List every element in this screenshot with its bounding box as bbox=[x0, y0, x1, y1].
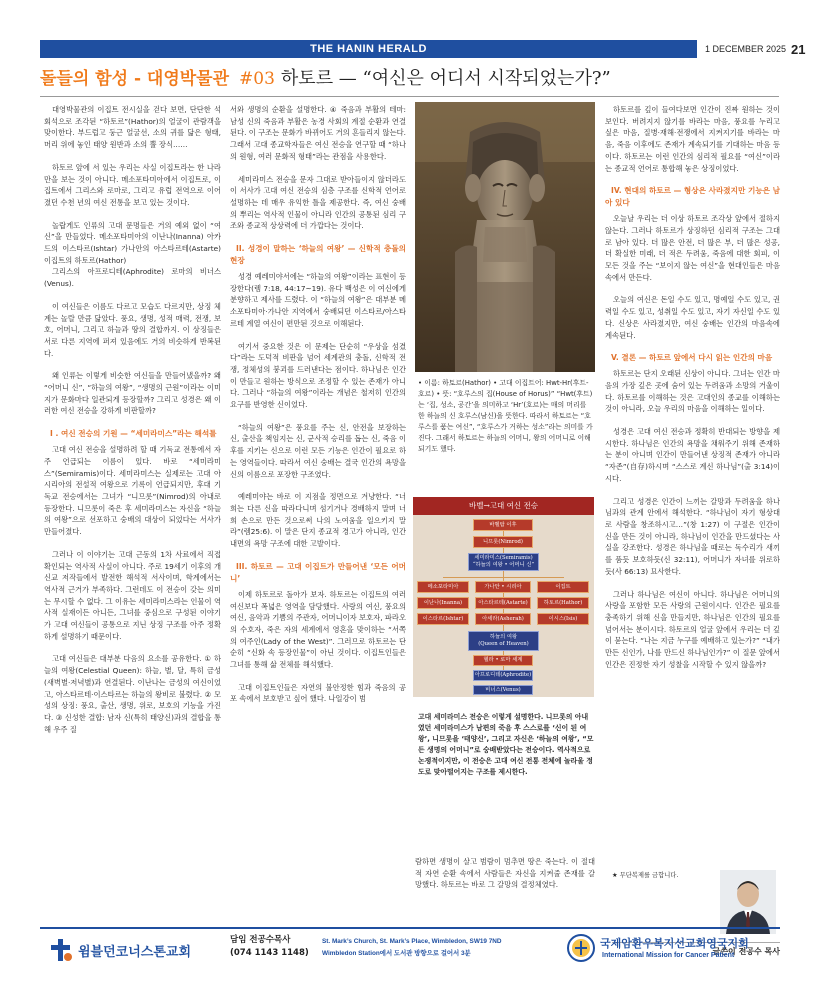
issue-date: 1 DECEMBER 2025 bbox=[705, 44, 787, 54]
paragraph: 왜 인류는 이렇게 비슷한 여신들을 만들어냈을까? 왜 “어머니 신”, “하늘의 여왕”, “생명의 근원”이라는 이미지가 문화마다 일관되게 등장할까? 그리고 성경은 왜 이러한 여신 전승을 강하게 비판할까? bbox=[44, 371, 221, 416]
node-semiramis-sub: “하늘의 여왕 • 어머니 신” bbox=[472, 562, 535, 568]
diagram-caption: 고대 세미라미스 전승은 이렇게 설명한다. 니므롯의 아내였던 세미라미스가 남편의 죽음 후 스스로를 ‘신이 된 여왕’, 니므롯을 ‘태양신’, 그리고 자신은 ‘하늘의 여왕’, “모든 생명의 어머니”로 숭배받았다는 전승이다. 역사적으로 논쟁적이지만, 이 전승은 고대 여신 전통 전체에 놀라울 정도로 맞아떨어지는 구조를 제시한다. bbox=[418, 713, 594, 776]
node-queen-en: (Queen of Heaven) bbox=[478, 641, 529, 647]
paragraph: 고대 여신들은 대부분 다음의 요소를 공유한다. ① 하늘의 여왕(Celestial Queen): 하늘, 별, 달, 특히 금성(새벽별·저녁별)과 연결된다. 이난나는 금성의 여신이었고, 아스타르테·이스타르는 하늘의 왕비로 불렸다. ② 모성의 상징: 풍요, 출산, 생명, 위로, 보호의 기능을 가진다. ③ 신성한 결합: 남자 신(특히 태양신)과의 결합을 통해 우주 질 bbox=[44, 654, 221, 734]
paragraph: 놀랍게도 인류의 고대 문명들은 거의 예외 없이 “여신”을 만들었다. 메소포타미아의 이난나(Inanna) 아카드의 이스타르(Ishtar) 가나안의 아스타르테(Astarte) 이집트의 하토르(Hathor) bbox=[44, 220, 221, 265]
paragraph: 성경은 고대 여신 전승과 정확히 반대되는 방향을 제시한다. 하나님은 인간의 욕망을 채워주기 위해 존재하는 분이 아니며 인간이 만들어낸 상징적 존재가 아니라 “자존”(自存)하시며 “스스로 계신 하나님”(출 3:14)이시다. bbox=[605, 427, 780, 483]
node-babel: 바벨탑 이후 bbox=[473, 519, 533, 531]
paragraph: 예레미야는 바로 이 지점을 정면으로 겨냥한다. “너희는 다른 신을 따라다니며 섬기거나 경배하지 말며 너희 손으로 만든 것으로써 나의 노여움을 일으키지 말라”(렘25:6). 이 말은 단지 종교적 경고가 아니라, 인간 내면의 욕망 구조에 대한 고발이다. bbox=[230, 492, 406, 549]
column-2 bbox=[230, 104, 406, 716]
page-number: 21 bbox=[791, 41, 806, 57]
church-logo-icon bbox=[48, 937, 74, 963]
masthead-title: THE HANIN HERALD bbox=[310, 43, 427, 55]
node-astarte: 아스타르테(Astarte) bbox=[475, 597, 531, 609]
paragraph: 하토르 앞에 서 있는 우리는 사실 이집트라는 한 나라만을 보는 것이 아니다. 메소포타미아에서 이집트로, 이집트에서 그리스와 로마로, 그리고 유럽 전역으로 이어졌던 수천 년의 여신 전통을 보고 있는 것이다. bbox=[44, 162, 221, 207]
node-aphrodite: 아프로디테(Aphrodite) bbox=[473, 670, 533, 681]
node-queen-label: 하늘의 여왕 bbox=[489, 634, 518, 640]
pastor-phone: (074 1143 1148) bbox=[230, 948, 309, 958]
author-portrait-image bbox=[720, 870, 776, 934]
masthead-bar bbox=[0, 40, 819, 58]
column-3 bbox=[415, 856, 595, 902]
node-hathor: 하토르(Hathor) bbox=[537, 597, 589, 609]
paragraph: “하늘의 여왕”은 풍요를 주는 신, 안전을 보장하는 신, 출산을 책임지는 신, 군사적 승리를 돕는 신, 죽음 이후를 지키는 신으로 이런 모든 기능은 인간이 필요로 하는 영역들이다. 따라서 여신 숭배는 결국 인간의 욕망을 신의 이름으로 포장한 구조였다. bbox=[230, 422, 406, 479]
paragraph: 오늘의 여신은 돈일 수도 있고, 명예일 수도 있고, 권력일 수도 있고, 성취일 수도 있고, 자기 자신일 수도 있다. 신상은 사라졌지만, 여신 숭배는 인간의 마음속에 계속된다. bbox=[605, 295, 780, 340]
paragraph: 하토르는 단지 오래된 신상이 아니다. 그녀는 인간 마음의 가장 깊은 곳에 숨어 있는 두려움과 소망의 거울이다. 하토르를 이해하는 것은 고대인의 종교를 이해하는 것이 아니라, 오늘 우리의 마음을 이해하는 일이다. bbox=[605, 369, 780, 414]
paragraph: 하토르를 깊이 들여다보면 인간이 진짜 원하는 것이 보인다. 버려지지 않기를 바라는 마음, 풍요를 누리고 싶은 마음, 질병·재해·전쟁에서 지켜지기를 바라는 마음, 죽음 이후에도 존재가 계속되기를 기대하는 마음 등이다. 하토르는 이런 인간의 심리적 필요를 “여신”이라는 종교적 언어로 통합해 놓은 상징이었다. bbox=[605, 105, 780, 173]
hathor-statue-photo bbox=[415, 102, 595, 372]
node-venus: 비너스(Venus) bbox=[473, 685, 533, 695]
mission-name: 국제암환우복지선교회영국지회 bbox=[600, 937, 749, 950]
paragraph: 이 여신들은 이름도 다르고 모습도 다르지만, 상징 체계는 놀랄 만큼 닮았다. 풍요, 생명, 성적 매력, 전쟁, 보호, 어머니, 그리고 하늘과 땅의 결합까지. 이 상징들은 서로 다른 지역에 퍼져 있음에도 거의 비슷하게 반복된다. bbox=[44, 301, 221, 358]
paragraph: 여기서 중요한 것은 이 문제는 단순히 “우상을 섬겼다”라는 도덕적 비판을 넘어 세계관의 충돌, 신학적 전쟁, 정체성의 붕괴를 드러낸다는 점이다. 하나님은 인간이 만들고 원하는 방식으로 조정할 수 있는 존재가 아니다. 그러나 “하늘의 여왕”이라는 개념은 철저히 인간의 요구를 반영한 신이었다. bbox=[230, 341, 406, 410]
episode-number: #03 bbox=[239, 69, 275, 89]
pastor-info bbox=[230, 934, 309, 960]
section-heading-4: IV. 현대의 하토르 — 형상은 사라졌지만 기능은 남아 있다 bbox=[605, 186, 780, 208]
author-photo bbox=[720, 870, 776, 934]
series-title: 돌들의 함성 - 대영박물관 bbox=[40, 69, 230, 89]
paragraph: 그리고 성경은 인간이 느끼는 갈망과 두려움을 하나님과의 관계 안에서 해석한다. “하나님이 자기 형상대로 사람을 창조하시고…”(창 1:27) 이 구절은 인간이 신을 만든 것이 아니라, 하나님이 인간을 만드셨다는 사실을 강조한다. 성경은 하나님을 때로는 독수리가 새끼를 품듯 보호하듯(신 32:11), 어머니가 자녀를 위로하듯(사 66:13) 묘사한다. bbox=[605, 496, 780, 576]
node-greco-roman: 헬라 • 로마 세계 bbox=[473, 655, 533, 666]
photo-caption: • 이름: 하토르(Hathor) • 고대 이집트어: Hwt-Hr(후트-호르) • 뜻: “호루스의 집(House of Horus)” “Hwt(후트)는 ‘집, 성소, 공간’을 의미하고 ‘Hr’(호르)는 매의 머리를 한 하늘의 신 호루스(남신)을 뜻한다. 따라서 하토르는 “호루스를 품는 여신”, “호루스가 거하는 성소”라는 의미를 가진다. 그래서 하토르는 하늘의 어머니, 왕의 어머니로 이해되기도 했다. bbox=[418, 379, 593, 453]
node-nimrod: 니므롯(Nimrod) bbox=[473, 536, 533, 548]
goddess-lineage-diagram bbox=[413, 497, 594, 697]
author-byline: 글쓴이 전공수 목사 bbox=[612, 942, 780, 958]
section-heading-1: I . 여신 전승의 기원 — “세미라미스”라는 해석틀 bbox=[50, 429, 217, 439]
church-name: 윔블던코너스톤교회 bbox=[78, 945, 192, 960]
node-isis: 이시스(Isis) bbox=[537, 613, 589, 625]
hathor-statue-image bbox=[415, 102, 595, 372]
paragraph: 대영박물관의 이집트 전시실을 걷다 보면, 단단한 석회석으로 조각된 “하토르”(Hathor)의 얼굴이 관람객을 맞이한다. 부드럽고 둥근 얼굴선, 소의 귀를 닮은 형태, 머리 위에 놓인 태양 원반과 소의 뿔 장식…… bbox=[44, 105, 221, 150]
paragraph: 그러나 이 이야기는 고대 근동의 1차 사료에서 직접 확인되는 역사적 사실이 아니다. 주로 19세기 이후의 개신교 저작들에서 발전한 해석적 서사이며, 학계에서는 역사적 근거가 부족하다. 그런데도 이 전승이 갖는 의미는 무시할 수 없다. 그 이유는 세미라미스라는 인물이 역사적 실재이든 아니든, 그녀를 중심으로 구성된 이야기가 고대 여신들이 공통으로 지닌 상징 구조를 아주 정확하게 설명하기 때문이다. bbox=[44, 549, 221, 641]
mission-logo-icon bbox=[566, 933, 596, 963]
mission-name-english: International Mission for Cancer Patient bbox=[602, 952, 735, 959]
node-queen-of-heaven bbox=[468, 631, 539, 651]
column-4 bbox=[605, 104, 780, 681]
masthead-banner bbox=[40, 40, 697, 58]
node-inanna: 이난나(Inanna) bbox=[417, 597, 469, 609]
node-ishtar: 이스타르(Ishtar) bbox=[417, 613, 469, 625]
paragraph: 그리스의 아프로디테(Aphrodite) 로마의 비너스(Venus). bbox=[44, 267, 221, 289]
section-heading-5: V. 결론 — 하토르 앞에서 다시 읽는 인간의 마음 bbox=[611, 353, 773, 363]
footer bbox=[40, 929, 780, 971]
node-asherah: 아세라(Asherah) bbox=[475, 613, 531, 625]
article-title: 하토르 — “여신은 어디서 시작되었는가?” bbox=[280, 68, 611, 89]
node-semiramis-label: 세미라미스(Semiramis) bbox=[474, 555, 533, 561]
headline-divider bbox=[40, 96, 779, 97]
article-headline bbox=[40, 64, 780, 94]
copyright-note: ★ 무단복제를 금합니다. bbox=[612, 872, 679, 879]
paragraph: 서와 생명의 순환을 설명한다. ④ 죽음과 부활의 테마: 남성 신의 죽음과 부활은 농경 사회의 계절 순환과 연결된다. 이 구조는 문화가 바뀌어도 거의 흔들리지 않는다. 그래서 고대 종교학자들은 여신 전승을 연구할 때 “하나의 원형, 여러 문화적 형태”라는 관점을 사용한다. bbox=[230, 105, 406, 161]
diagram-title: 바벨→고대 여신 전승 bbox=[413, 497, 594, 515]
pastor-name: 담임 전공수목사 bbox=[230, 935, 291, 945]
section-heading-2: II. 성경이 말하는 ‘하늘의 여왕’ — 신학적 충돌의 현장 bbox=[230, 244, 406, 266]
paragraph: 고대 여신 전승을 설명하려 할 때 기독교 전통에서 자주 언급되는 이름이 있다. 바로 “세미라미스”(Semiramis)이다. 세미라미스는 실제로는 고대 아시리아의 전설적 여왕으로 기록이 언급되지만, 후대 기독교 전승에서는 그녀가 “니므롯”(Nimrod)의 아내로 등장한다. 니므롯이 죽은 후 세미라미스는 자신을 “하늘의 여왕”으로 선포하고 숭배의 대상이 되었다는 서사가 만들어졌다. bbox=[44, 445, 221, 537]
node-egypt: 이집트 bbox=[537, 581, 589, 593]
node-semiramis bbox=[468, 553, 539, 571]
paragraph: 오늘날 우리는 더 이상 하토르 조각상 앞에서 절하지 않는다. 그러나 하토르가 상징하던 심리적 구조는 그대로 남아 있다. 더 많은 안전, 더 많은 부, 더 많은 성공, 더 확실한 미래, 더 적은 두려움, 죽음에 대한 회피, 이 모든 것을 주는 “보이지 않는 여신”을 현대인들은 마음속에서 만든다. bbox=[605, 214, 780, 282]
paragraph: 그러나 하나님은 여신이 아니다. 하나님은 어머니의 사랑을 포함한 모든 사랑의 근원이시다. 인간은 필요를 충족하기 위해 신을 만들지만, 하나님은 인간의 필요를 넘어서는 분이시다. 하토르의 얼굴 앞에서 우리는 더 깊이 묻는다. “나는 지금 누구를 예배하고 있는가?” “내가 만든 신인가, 나를 만드신 하나님인가?” 이 질문 앞에서 인간은 진정한 자기 성찰을 시작할 수 있지 않을까? bbox=[605, 589, 780, 669]
paragraph: 세미라미스 전승을 문자 그대로 받아들이지 않더라도 이 서사가 고대 여신 전승의 심층 구조를 신학적 언어로 설명하는 데 매우 유익한 틀을 제공한다. 즉, 여신 숭배의 뿌리는 역사적 인물이 아니라 인간의 공통된 심리 구조와 종교적 상상력에 더 가깝다는 것이다. bbox=[230, 174, 406, 231]
paragraph: 람하면 생명이 살고 범람이 멈추면 땅은 죽는다. 이 절대적 자연 순환 속에서 사람들은 자신을 지켜줄 존재를 갈망했다. 하토르는 바로 그 갈망의 결정체였다. bbox=[415, 857, 595, 890]
paragraph: 이제 하토르로 돌아가 보자. 하토르는 이집트의 여러 여신보다 폭넓은 영역을 담당했다. 사랑의 여신, 풍요의 여신, 음악과 기쁨의 주관자, 어머니이자 보호자, 파라오의 수호자, 죽은 자의 세계에서 영혼을 맞이하는 “서쪽의 여주인(Lady of the West)”. 그러므로 하토르는 단순히 “신화 속 등장인물”이 아닌 것이다. 이집트인들은 그녀를 통해 삶 전체를 해석했다. bbox=[230, 589, 406, 670]
paragraph: 성경 예레미야서에는 “하늘의 여왕”이라는 표현이 등장한다(렘 7:18, 44:17~19). 유다 백성은 이 여신에게 분향하고 제사를 드렸다. 이 “하늘의 여왕”은 대부분 메소포타미아·가나안 지역에서 숭배되던 이스타르/아스타르테 계열 여신이 편만된 것으로 이해된다. bbox=[230, 272, 406, 328]
address-line-1: St. Mark’s Church, St. Mark’s Place, Wimbledon, SW19 7ND bbox=[322, 938, 502, 945]
section-heading-3: III. 하토르 — 고대 이집트가 만들어낸 ‘모든 어머니’ bbox=[230, 561, 406, 583]
paragraph: 고대 이집트인들은 자연의 불안정한 힘과 죽음의 공포 속에서 보호받고 싶어 했다. 나일강이 범 bbox=[230, 682, 406, 704]
column-1 bbox=[44, 104, 221, 746]
node-canaan: 가나안 • 시리아 bbox=[475, 581, 531, 593]
node-mesopotamia: 메소포타미아 bbox=[417, 581, 469, 593]
address-line-2: Wimbledon Station에서 도서관 방향으로 걸어서 3분 bbox=[322, 950, 471, 957]
diagram-connector bbox=[443, 577, 564, 578]
church-address bbox=[322, 936, 502, 960]
